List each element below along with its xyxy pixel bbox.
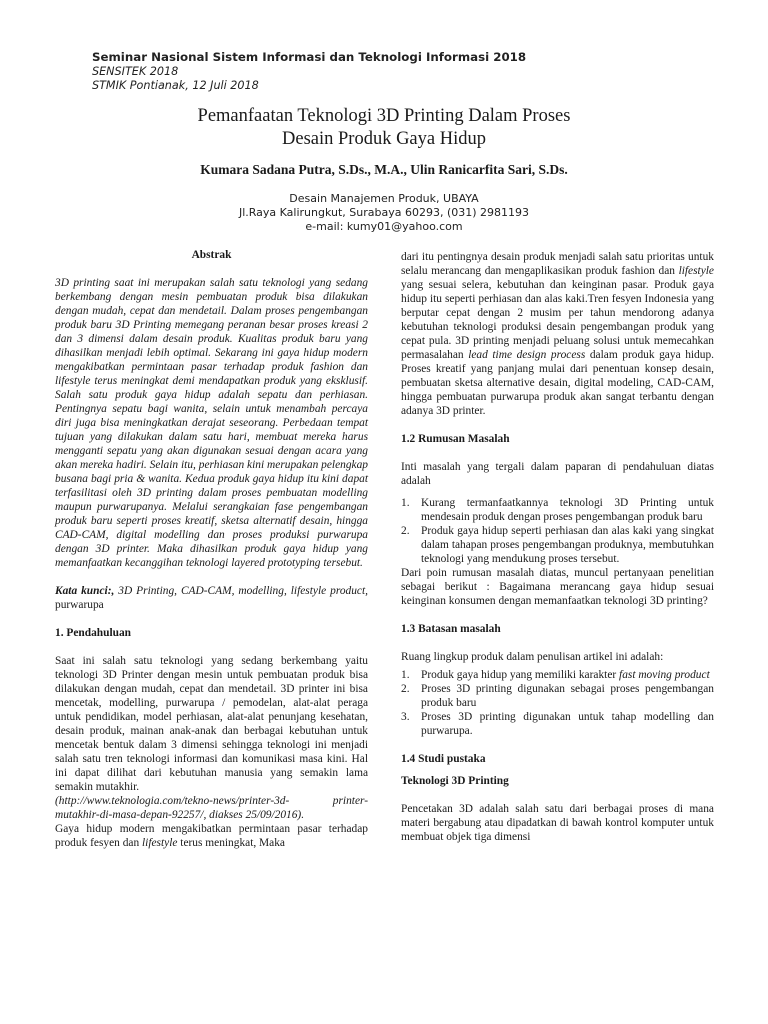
author-affiliation bbox=[60, 192, 708, 234]
abstract-body: 3D printing saat ini merupakan salah satu teknologi yang sedang berkembang dengan mesin pembuatan produk bisa dilakukan dengan mudah, cepat dan mendetail. Dalam proses pengembangan produk baru 3D Printing memegang peranan besar proses kreasi 2 dan 3 dimensi dalam desain produk. Kualitas produk baru yang dihasilkan menjadi lebih optimal. Sekarang ini gaya hidup modern mengakibatkan permintaan pasar terhadap produk fashion dan lifestyle terus meningkat demi mendapatkan produk yang eksklusif. Salah satu produk gaya hidup adalah sepatu dan perhiasan. Pentingnya sepatu bagi wanita, selain untuk menambah percaya diri juga bisa meningkatkan derajat seseorang. Perbedaan tempat tujuan yang dilakukan dalam satu hari, membuat mereka harus mengganti sepatu yang akan digunakan sesuai dengan acara yang akan mereka hadiri. Selain itu, perhiasan kini merupakan pelengkap busana bagi pria & wanita. Kedua produk gaya hidup itu kini dapat terfasilitasi oleh 3D printing dalam proses pembuatan modelling maupun purwarupanya. Melalui serangkaian fase pengembangan produk baru seperti proses kreatif, sketsa alternatif desain, hingga CAD-CAM, digital modelling dan proses produksi purwarupa dengan 3D printer. Maka dihasilkan produk gaya hidup yang memanfaatkan kecanggihan teknologi layered prototyping tersebut. bbox=[55, 277, 368, 569]
abstract-heading: Abstrak bbox=[191, 249, 232, 261]
affiliation-address: Jl.Raya Kalirungkut, Surabaya 60293, (031) 2981193 bbox=[238, 206, 530, 219]
right-column bbox=[401, 250, 714, 844]
paper-title-line-2: Desain Produk Gaya Hidup bbox=[282, 129, 486, 149]
scope-list bbox=[401, 668, 714, 738]
section-1-2-intro: Inti masalah yang tergali dalam paparan di pendahuluan diatas adalah bbox=[401, 461, 714, 487]
problem-item-1: 1. Kurang termanfaatkannya teknologi 3D Printing untuk mendesain produk dengan proses pengembangan produk baru bbox=[401, 497, 714, 523]
scope-item: 1. Produk gaya hidup yang memiliki karakter fast moving product bbox=[401, 669, 710, 681]
paper-header bbox=[92, 50, 692, 94]
keywords-list: 3D Printing, CAD-CAM, modelling, lifestyle product, bbox=[114, 585, 368, 597]
section-1-4-heading: 1.4 Studi pustaka bbox=[401, 753, 486, 765]
paper-title-line-1: Pemanfaatan Teknologi 3D Printing Dalam Proses bbox=[197, 106, 571, 126]
section-1-2-heading: 1.2 Rumusan Masalah bbox=[401, 433, 510, 445]
section-1-paragraph: Saat ini salah satu teknologi yang sedang berkembang yaitu teknologi 3D Printer dengan mesin untuk pembuatan produk bisa dilakukan dengan mudah, cepat dan mendetail. 3D printer ini bisa mencetak, modelling, purwarupa / pemodelan, alat-alat peraga untuk pendidikan, model perhiasan, alat-alat penunjang kesehatan, desain produk, mainan anak-anak dan berbagai kebutuhan untuk mencetak bentuk dalam 3 dimensi sehingga teknologi ini menjadi salah satu tren teknologi informasi dan komunikasi masa kini. Hal ini dapat dilihat dari kebutuhan manusia yang semakin lama semakin mutakhir. bbox=[55, 655, 368, 793]
event-place-date: STMIK Pontianak, 12 Juli 2018 bbox=[92, 79, 259, 92]
event-name: SENSITEK 2018 bbox=[92, 64, 179, 78]
section-1-4-subheading: Teknologi 3D Printing bbox=[401, 775, 509, 787]
paper-title bbox=[60, 105, 708, 151]
conference-name: Seminar Nasional Sistem Informasi dan Teknologi Informasi 2018 bbox=[92, 50, 527, 64]
affiliation-department: Desain Manajemen Produk, UBAYA bbox=[289, 192, 479, 205]
section-1-3-heading: 1.3 Batasan masalah bbox=[401, 623, 501, 635]
keywords-label: Kata kunci:, bbox=[55, 585, 115, 597]
problem-item-2: 2. Produk gaya hidup seperti perhiasan dan alas kaki yang singkat dalam tahapan proses pengembangan produknya, membutuhkan teknologi yang mendukung proses tersebut. bbox=[401, 525, 714, 565]
section-1-reference: (http://www.teknologia.com/tekno-news/printer-3d- printer-mutakhir-di-masa-depan-92257/, diakses 25/09/2016). bbox=[55, 795, 368, 821]
paper-authors: Kumara Sadana Putra, S.Ds., M.A., Ulin Ranicarfita Sari, S.Ds. bbox=[200, 162, 568, 177]
scope-item: 2. Proses 3D printing digunakan sebagai proses pengembangan produk baru bbox=[401, 683, 714, 709]
left-column bbox=[55, 248, 368, 850]
section-1-2-outro: Dari poin rumusan masalah diatas, muncul pertanyaan penelitian sebagai berikut : Bagaimana merancang gaya hidup sesuai keinginan konsumen dengan memanfaatkan teknologi 3D printing? bbox=[401, 567, 714, 607]
keywords-tail: purwarupa bbox=[55, 599, 104, 611]
keywords bbox=[55, 584, 368, 612]
section-1-4-body: Pencetakan 3D adalah salah satu dari berbagai proses di mana materi bergabung atau dipadatkan di bawah kontrol komputer untuk membuat objek tiga dimensi bbox=[401, 803, 714, 843]
section-1-continuation: dari itu pentingnya desain produk menjadi salah satu prioritas untuk selalu merancang dan mengaplikasikan produk fashion dan lifestyle yang sesuai selera, kebutuhan dan keinginan pasar. Produk gaya hidup itu seperti perhiasan dan alas kaki.Tren fesyen Indonesia yang berputar cepat dengan 2 musim per tahun mendorong adanya kebutuhan teknologi produksi desain pengembangan produk yang cepat pula. 3D printing menjadi peluang solusi untuk memecahkan permasalahan lead time design process dalam produk gaya hidup. Proses kreatif yang panjang mulai dari penentuan konsep desain, pembuatan sketsa alternative desain, digital modeling, CAD-CAM, hingga pembuatan purwarupa produk akan sangat terbantu dengan adanya 3D printer. bbox=[401, 251, 714, 417]
section-1-heading: 1. Pendahuluan bbox=[55, 627, 131, 639]
affiliation-email: e-mail: kumy01@yahoo.com bbox=[305, 220, 463, 233]
scope-item: 3. Proses 3D printing digunakan untuk tahap modelling dan purwarupa. bbox=[401, 711, 714, 737]
section-1-3-intro: Ruang lingkup produk dalam penulisan artikel ini adalah: bbox=[401, 651, 664, 663]
section-1-paragraph-2: Gaya hidup modern mengakibatkan permintaan pasar terhadap produk fesyen dan lifestyle terus meningkat, Maka bbox=[55, 823, 368, 849]
